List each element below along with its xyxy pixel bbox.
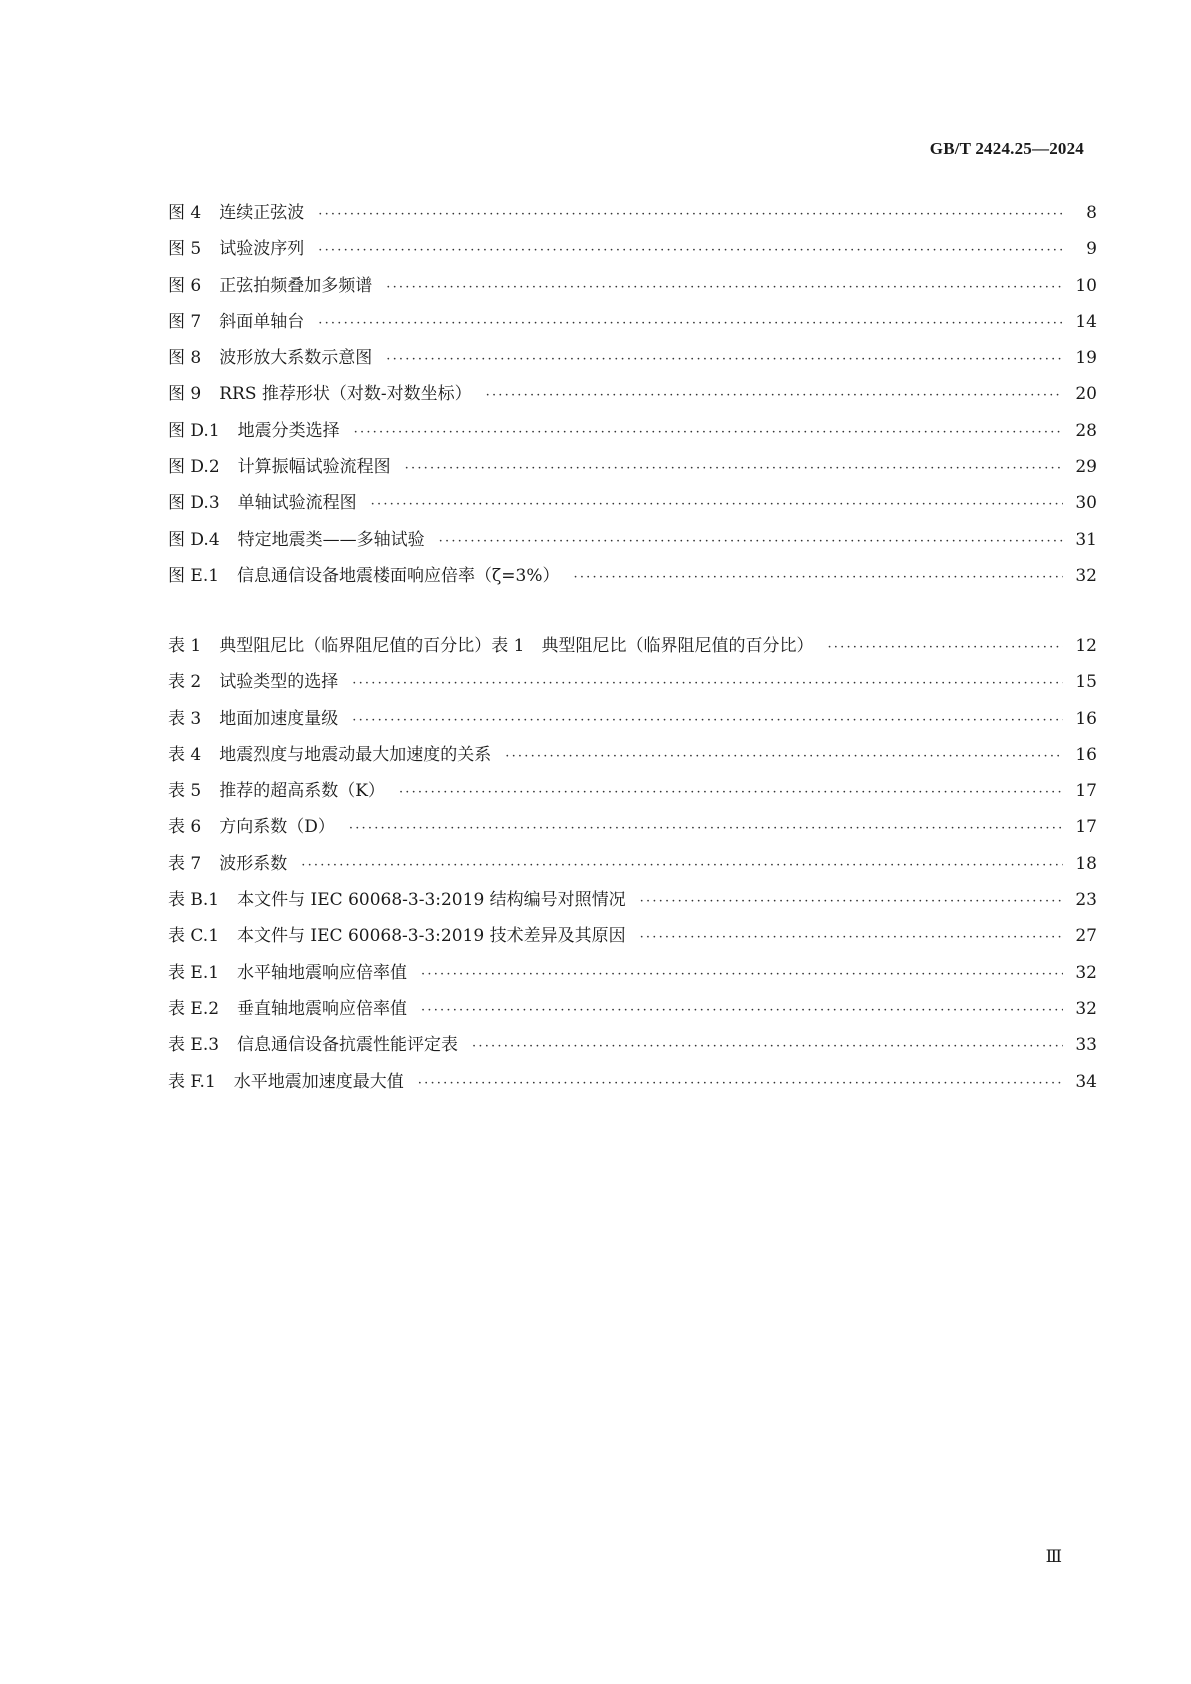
dot-leader [352, 666, 1063, 702]
figure-entry[interactable] [168, 268, 1097, 304]
dot-leader [386, 270, 1063, 306]
table-entry[interactable] [168, 664, 1097, 700]
figure-label: 图 D.4 [168, 529, 220, 550]
table-title: 水平轴地震响应倍率值 [237, 962, 408, 983]
dot-leader [405, 451, 1063, 487]
table-entry[interactable] [168, 773, 1097, 809]
table-page-number: 32 [1075, 998, 1097, 1019]
dot-leader [386, 342, 1063, 378]
table-list [168, 628, 1097, 1100]
figure-entry[interactable] [168, 231, 1097, 267]
table-label: 表 C.1 [168, 926, 220, 947]
table-entry[interactable] [168, 846, 1097, 882]
dot-leader [418, 1066, 1063, 1102]
dot-leader [371, 487, 1063, 523]
table-page-number: 16 [1075, 744, 1097, 765]
dot-leader [472, 1029, 1063, 1065]
figure-title: RRS 推荐形状（对数-对数坐标） [219, 384, 472, 405]
figure-label: 图 5 [168, 239, 202, 260]
table-entry[interactable] [168, 809, 1097, 845]
figure-label: 图 D.3 [168, 493, 220, 514]
table-title: 试验类型的选择 [219, 672, 339, 693]
figure-entry[interactable] [168, 485, 1097, 521]
table-label: 表 B.1 [168, 890, 220, 911]
figure-page-number: 20 [1075, 384, 1097, 405]
table-entry[interactable] [168, 991, 1097, 1027]
table-label: 表 5 [168, 781, 202, 802]
figure-label: 图 E.1 [168, 565, 220, 586]
figure-label: 图 7 [168, 311, 202, 332]
dot-leader [318, 197, 1063, 233]
figure-title: 斜面单轴台 [219, 311, 305, 332]
figure-page-number: 30 [1075, 493, 1097, 514]
table-page-number: 15 [1075, 672, 1097, 693]
figure-title: 特定地震类——多轴试验 [237, 529, 425, 550]
figure-label: 图 6 [168, 275, 202, 296]
dot-leader [354, 415, 1063, 451]
figure-entry[interactable] [168, 558, 1097, 594]
table-label: 表 E.1 [168, 962, 220, 983]
dot-leader [573, 560, 1063, 596]
figure-page-number: 29 [1075, 457, 1097, 478]
figure-label: 图 4 [168, 203, 202, 223]
table-entry[interactable] [168, 737, 1097, 773]
dot-leader [640, 920, 1063, 956]
dot-leader [349, 811, 1063, 847]
table-page-number: 17 [1075, 781, 1097, 802]
table-label: 表 7 [168, 853, 202, 874]
table-title: 水平地震加速度最大值 [233, 1071, 404, 1092]
table-entry[interactable] [168, 955, 1097, 991]
table-page-number: 12 [1075, 636, 1097, 656]
dot-leader [421, 957, 1063, 993]
dot-leader [827, 630, 1063, 666]
dot-leader [318, 233, 1063, 269]
dot-leader [318, 306, 1063, 342]
table-label: 表 2 [168, 672, 202, 693]
table-label: 表 6 [168, 817, 202, 838]
figure-label: 图 D.2 [168, 457, 220, 478]
table-entry[interactable] [168, 1064, 1097, 1100]
figure-title: 试验波序列 [219, 239, 305, 260]
table-label: 表 E.2 [168, 998, 220, 1019]
table-title: 方向系数（D） [219, 817, 335, 838]
table-page-number: 27 [1075, 926, 1097, 947]
dot-leader [486, 378, 1063, 414]
figure-page-number: 31 [1075, 529, 1097, 550]
figure-title: 连续正弦波 [219, 203, 305, 223]
figure-entry[interactable] [168, 304, 1097, 340]
dot-leader [439, 524, 1063, 560]
dot-leader [301, 848, 1063, 884]
figure-entry[interactable] [168, 195, 1097, 231]
dot-leader [352, 703, 1063, 739]
figure-page-number: 9 [1086, 239, 1097, 260]
figure-title: 地震分类选择 [237, 420, 340, 441]
figure-title: 单轴试验流程图 [237, 493, 357, 514]
table-title: 波形系数 [219, 853, 288, 874]
table-entry[interactable] [168, 701, 1097, 737]
figure-label: 图 8 [168, 348, 202, 369]
figure-page-number: 28 [1075, 420, 1097, 441]
table-label: 表 3 [168, 708, 202, 729]
table-label: 表 E.3 [168, 1035, 220, 1056]
table-entry[interactable] [168, 918, 1097, 954]
page-numeral: Ⅲ [1045, 1547, 1062, 1566]
figure-entry[interactable] [168, 413, 1097, 449]
table-title: 推荐的超高系数（K） [219, 781, 385, 802]
figure-list [168, 195, 1097, 594]
table-title: 地面加速度量级 [219, 708, 339, 729]
table-title: 垂直轴地震响应倍率值 [237, 998, 408, 1019]
figure-page-number: 10 [1075, 275, 1097, 296]
table-label: 表 4 [168, 744, 202, 765]
figure-page-number: 8 [1086, 203, 1097, 223]
figure-title: 正弦拍频叠加多频谱 [219, 275, 373, 296]
figure-page-number: 32 [1075, 565, 1097, 586]
figure-entry[interactable] [168, 340, 1097, 376]
table-entry[interactable] [168, 882, 1097, 918]
table-page-number: 18 [1075, 853, 1097, 874]
table-title: 本文件与 IEC 60068-3-3:2019 结构编号对照情况 [237, 890, 626, 911]
figure-entry[interactable] [168, 449, 1097, 485]
table-page-number: 17 [1075, 817, 1097, 838]
table-entry[interactable] [168, 628, 1097, 664]
figure-label: 图 9 [168, 384, 202, 405]
table-title: 典型阻尼比（临界阻尼值的百分比）表 1 典型阻尼比（临界阻尼值的百分比） [219, 636, 814, 656]
table-page-number: 34 [1075, 1071, 1097, 1092]
dot-leader [421, 993, 1063, 1029]
table-title: 地震烈度与地震动最大加速度的关系 [219, 744, 492, 765]
figure-entry[interactable] [168, 522, 1097, 558]
figure-page-number: 19 [1075, 348, 1097, 369]
figure-title: 波形放大系数示意图 [219, 348, 373, 369]
standard-number-header: GB/T 2424.25—2024 [929, 139, 1084, 158]
table-label: 表 1 [168, 636, 202, 656]
table-entry[interactable] [168, 1027, 1097, 1063]
figure-label: 图 D.1 [168, 420, 220, 441]
figure-entry[interactable] [168, 376, 1097, 412]
figure-title: 信息通信设备地震楼面响应倍率（ζ=3%） [237, 565, 560, 586]
table-title: 本文件与 IEC 60068-3-3:2019 技术差异及其原因 [237, 926, 626, 947]
table-page-number: 16 [1075, 708, 1097, 729]
table-label: 表 F.1 [168, 1071, 216, 1092]
dot-leader [640, 884, 1063, 920]
table-title: 信息通信设备抗震性能评定表 [237, 1035, 459, 1056]
dot-leader [399, 775, 1063, 811]
table-page-number: 33 [1075, 1035, 1097, 1056]
figure-title: 计算振幅试验流程图 [237, 457, 391, 478]
dot-leader [505, 739, 1063, 775]
table-page-number: 23 [1075, 890, 1097, 911]
table-page-number: 32 [1075, 962, 1097, 983]
figure-page-number: 14 [1075, 311, 1097, 332]
